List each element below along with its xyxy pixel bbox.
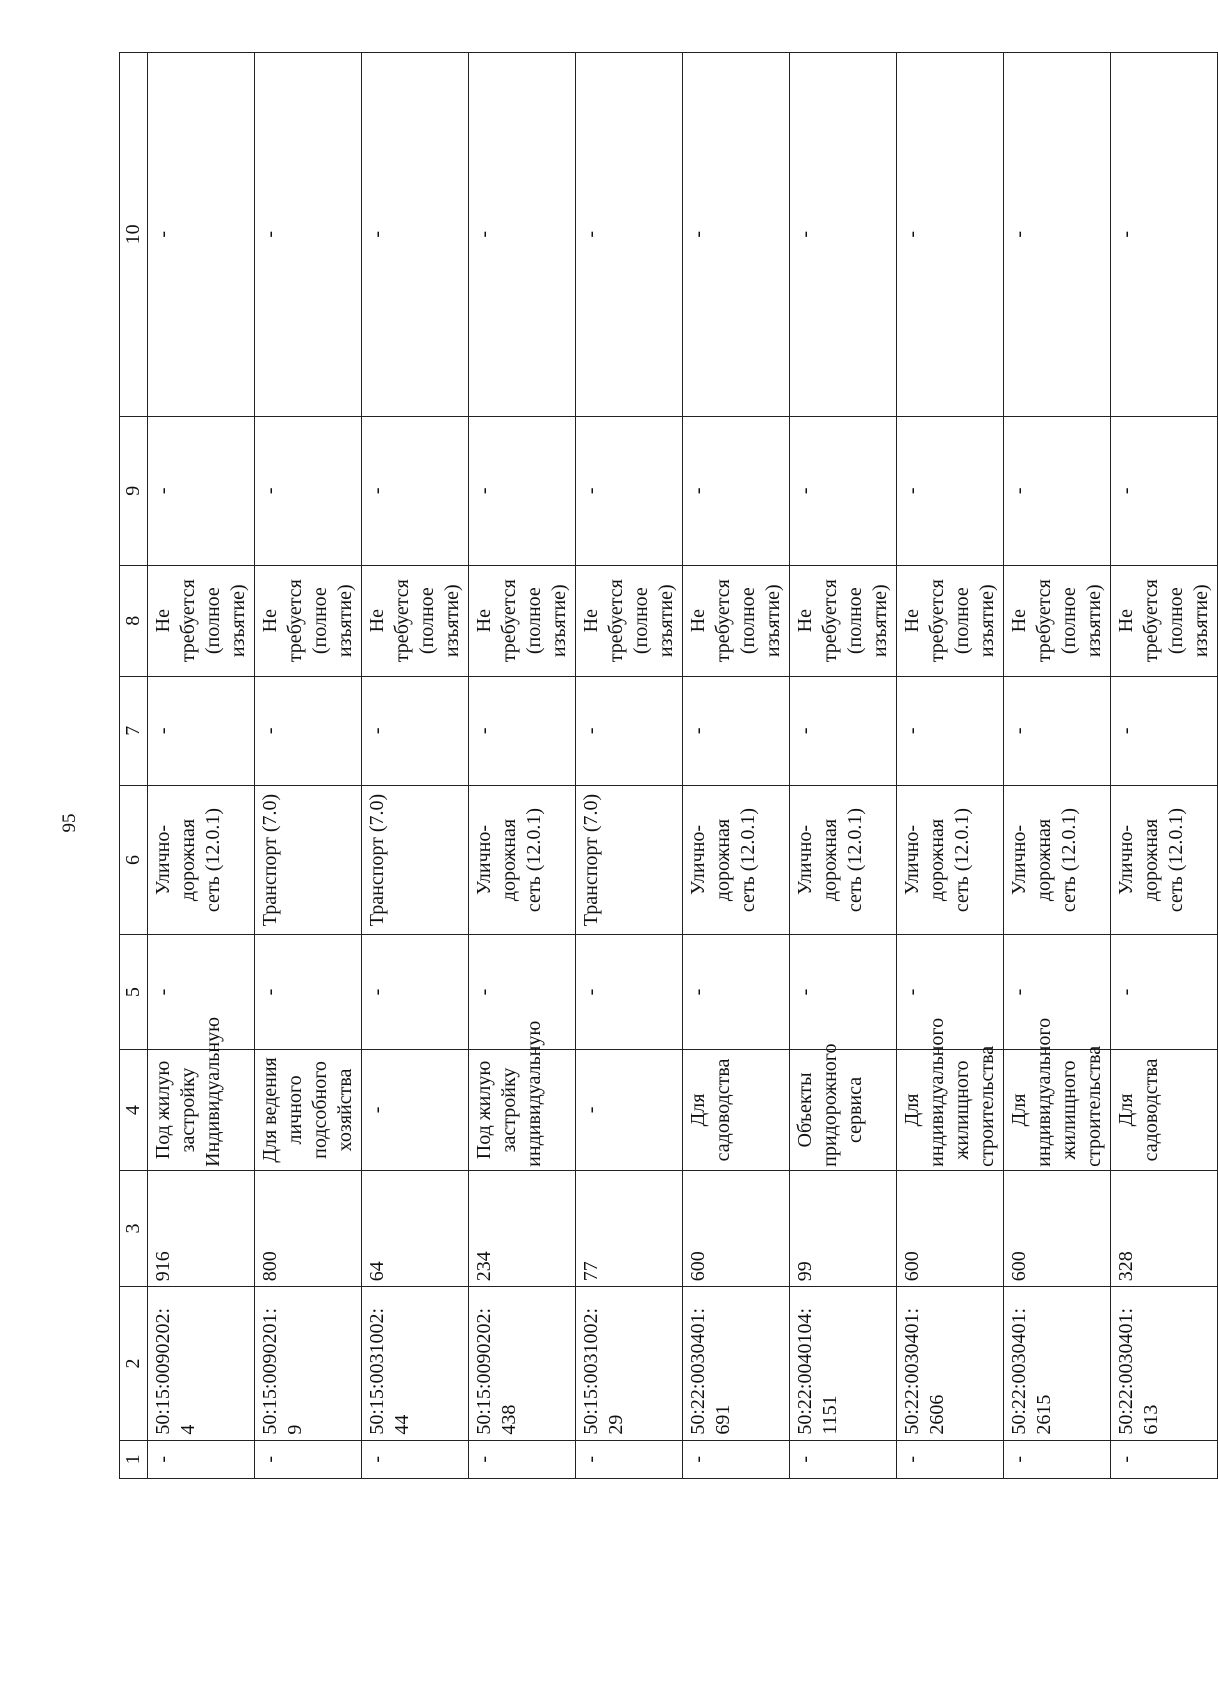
table-cell-col-5: - [1004,935,1111,1050]
table-cell-col-6: Улично-дорожная сеть (12.0.1) [469,785,576,934]
column-header: 10 [120,53,148,417]
table-cell-col-8: Не требуется (полное изъятие) [148,565,255,676]
table-cell-col-7: - [576,676,683,785]
table-cell-col-4: Для садоводства [683,1050,790,1171]
table-cell-col-7: - [255,676,362,785]
table-cell-col-2: 50:15:0090202: 4 [148,1287,255,1440]
table-cell-col-3: 99 [790,1170,897,1286]
table-cell-col-2: 50:22:0030401: 2615 [1004,1287,1111,1440]
table-cell-col-2: 50:22:0030401: 691 [683,1287,790,1440]
column-header: 2 [120,1287,148,1440]
table-cell-col-9: - [790,416,897,565]
table-cell-col-7: - [790,676,897,785]
table-cell-col-6: Транспорт (7.0) [576,785,683,934]
table-cell-col-6: Улично-дорожная сеть (12.0.1) [790,785,897,934]
table-cell-col-6: Улично-дорожная сеть (12.0.1) [148,785,255,934]
table-cell-col-10: - [683,53,790,417]
table-cell-col-2: 50:15:0031002: 29 [576,1287,683,1440]
table-cell-col-7: - [362,676,469,785]
table-cell-col-7: - [1004,676,1111,785]
table-cell-col-3: 77 [576,1170,683,1286]
table-cell-col-7: - [1111,676,1218,785]
table-cell-col-8: Не требуется (полное изъятие) [1111,565,1218,676]
table-cell-col-4: Для ведения личного подсобного хозяйства [255,1050,362,1171]
table-cell-col-5: - [469,935,576,1050]
table-cell-col-1: - [576,1440,683,1478]
table-body [148,53,1218,1479]
table-row [1111,53,1218,1479]
table-cell-col-9: - [1004,416,1111,565]
table-cell-col-8: Не требуется (полное изъятие) [897,565,1004,676]
table-cell-col-2: 50:22:0030401: 613 [1111,1287,1218,1440]
table-cell-col-6: Улично-дорожная сеть (12.0.1) [897,785,1004,934]
table-cell-col-7: - [897,676,1004,785]
table-cell-col-3: 600 [1004,1170,1111,1286]
table-cell-col-3: 916 [148,1170,255,1286]
table-cell-col-10: - [790,53,897,417]
table-cell-col-4: - [576,1050,683,1171]
table-cell-col-3: 328 [1111,1170,1218,1286]
table-row [576,53,683,1479]
table-cell-col-10: - [255,53,362,417]
table-cell-col-1: - [1111,1440,1218,1478]
table-row [790,53,897,1479]
table-cell-col-9: - [683,416,790,565]
table-row [255,53,362,1479]
table-cell-col-2: 50:22:0040104: 1151 [790,1287,897,1440]
column-header: 1 [120,1440,148,1478]
table-cell-col-6: Транспорт (7.0) [362,785,469,934]
table-row [469,53,576,1479]
table-cell-col-6: Транспорт (7.0) [255,785,362,934]
table-cell-col-10: - [148,53,255,417]
table-cell-col-5: - [897,935,1004,1050]
table-cell-col-10: - [897,53,1004,417]
table-cell-col-2: 50:15:0090201: 9 [255,1287,362,1440]
table-cell-col-7: - [148,676,255,785]
table-cell-col-1: - [1004,1440,1111,1478]
table-cell-col-4: - [362,1050,469,1171]
table-cell-col-10: - [1111,53,1218,417]
table-rotation-wrapper [119,52,1212,1479]
table-cell-col-4: Для индивидуального жилищного строительства [1004,1050,1111,1171]
table-cell-col-9: - [1111,416,1218,565]
table-cell-col-1: - [790,1440,897,1478]
column-header: 3 [120,1170,148,1286]
table-row [148,53,255,1479]
table-header-row [120,53,148,1479]
column-header: 6 [120,785,148,934]
table-cell-col-3: 600 [897,1170,1004,1286]
table-cell-col-8: Не требуется (полное изъятие) [576,565,683,676]
column-header: 9 [120,416,148,565]
table-cell-col-5: - [576,935,683,1050]
table-cell-col-8: Не требуется (полное изъятие) [683,565,790,676]
table-cell-col-3: 800 [255,1170,362,1286]
table-cell-col-2: 50:22:0030401: 2606 [897,1287,1004,1440]
table-cell-col-10: - [469,53,576,417]
table-cell-col-1: - [897,1440,1004,1478]
table-cell-col-5: - [255,935,362,1050]
table-cell-col-8: Не требуется (полное изъятие) [255,565,362,676]
table-cell-col-3: 600 [683,1170,790,1286]
table-cell-col-9: - [362,416,469,565]
table-cell-col-4: Для садоводства [1111,1050,1218,1171]
table-cell-col-6: Улично-дорожная сеть (12.0.1) [1111,785,1218,934]
column-header: 4 [120,1050,148,1171]
land-plots-table [119,52,1218,1479]
table-cell-col-9: - [255,416,362,565]
table-cell-col-5: - [1111,935,1218,1050]
table-cell-col-3: 234 [469,1170,576,1286]
table-cell-col-1: - [255,1440,362,1478]
table-cell-col-4: Под жилую застройку индивидуальную [469,1050,576,1171]
page-number: 95 [59,813,80,833]
table-cell-col-4: Под жилую застройку Индивидуальную [148,1050,255,1171]
table-cell-col-5: - [362,935,469,1050]
table-cell-col-10: - [576,53,683,417]
table-cell-col-8: Не требуется (полное изъятие) [362,565,469,676]
table-row [1004,53,1111,1479]
table-row [897,53,1004,1479]
table-cell-col-10: - [1004,53,1111,417]
table-cell-col-8: Не требуется (полное изъятие) [469,565,576,676]
column-header: 5 [120,935,148,1050]
table-cell-col-8: Не требуется (полное изъятие) [1004,565,1111,676]
table-cell-col-5: - [148,935,255,1050]
table-cell-col-1: - [148,1440,255,1478]
column-header: 8 [120,565,148,676]
table-row [362,53,469,1479]
table-cell-col-5: - [790,935,897,1050]
table-cell-col-2: 50:15:0090202: 438 [469,1287,576,1440]
table-cell-col-9: - [148,416,255,565]
column-header: 7 [120,676,148,785]
table-cell-col-1: - [469,1440,576,1478]
table-cell-col-9: - [897,416,1004,565]
table-cell-col-1: - [362,1440,469,1478]
table-cell-col-7: - [469,676,576,785]
table-container [119,52,1212,1479]
table-cell-col-5: - [683,935,790,1050]
table-cell-col-4: Объекты придорожного сервиса [790,1050,897,1171]
table-cell-col-6: Улично-дорожная сеть (12.0.1) [683,785,790,934]
table-cell-col-2: 50:15:0031002: 44 [362,1287,469,1440]
table-cell-col-4: Для индивидуального жилищного строительства [897,1050,1004,1171]
table-cell-col-10: - [362,53,469,417]
table-cell-col-7: - [683,676,790,785]
table-cell-col-6: Улично-дорожная сеть (12.0.1) [1004,785,1111,934]
table-cell-col-9: - [576,416,683,565]
table-cell-col-8: Не требуется (полное изъятие) [790,565,897,676]
table-cell-col-3: 64 [362,1170,469,1286]
table-cell-col-1: - [683,1440,790,1478]
table-cell-col-9: - [469,416,576,565]
table-row [683,53,790,1479]
